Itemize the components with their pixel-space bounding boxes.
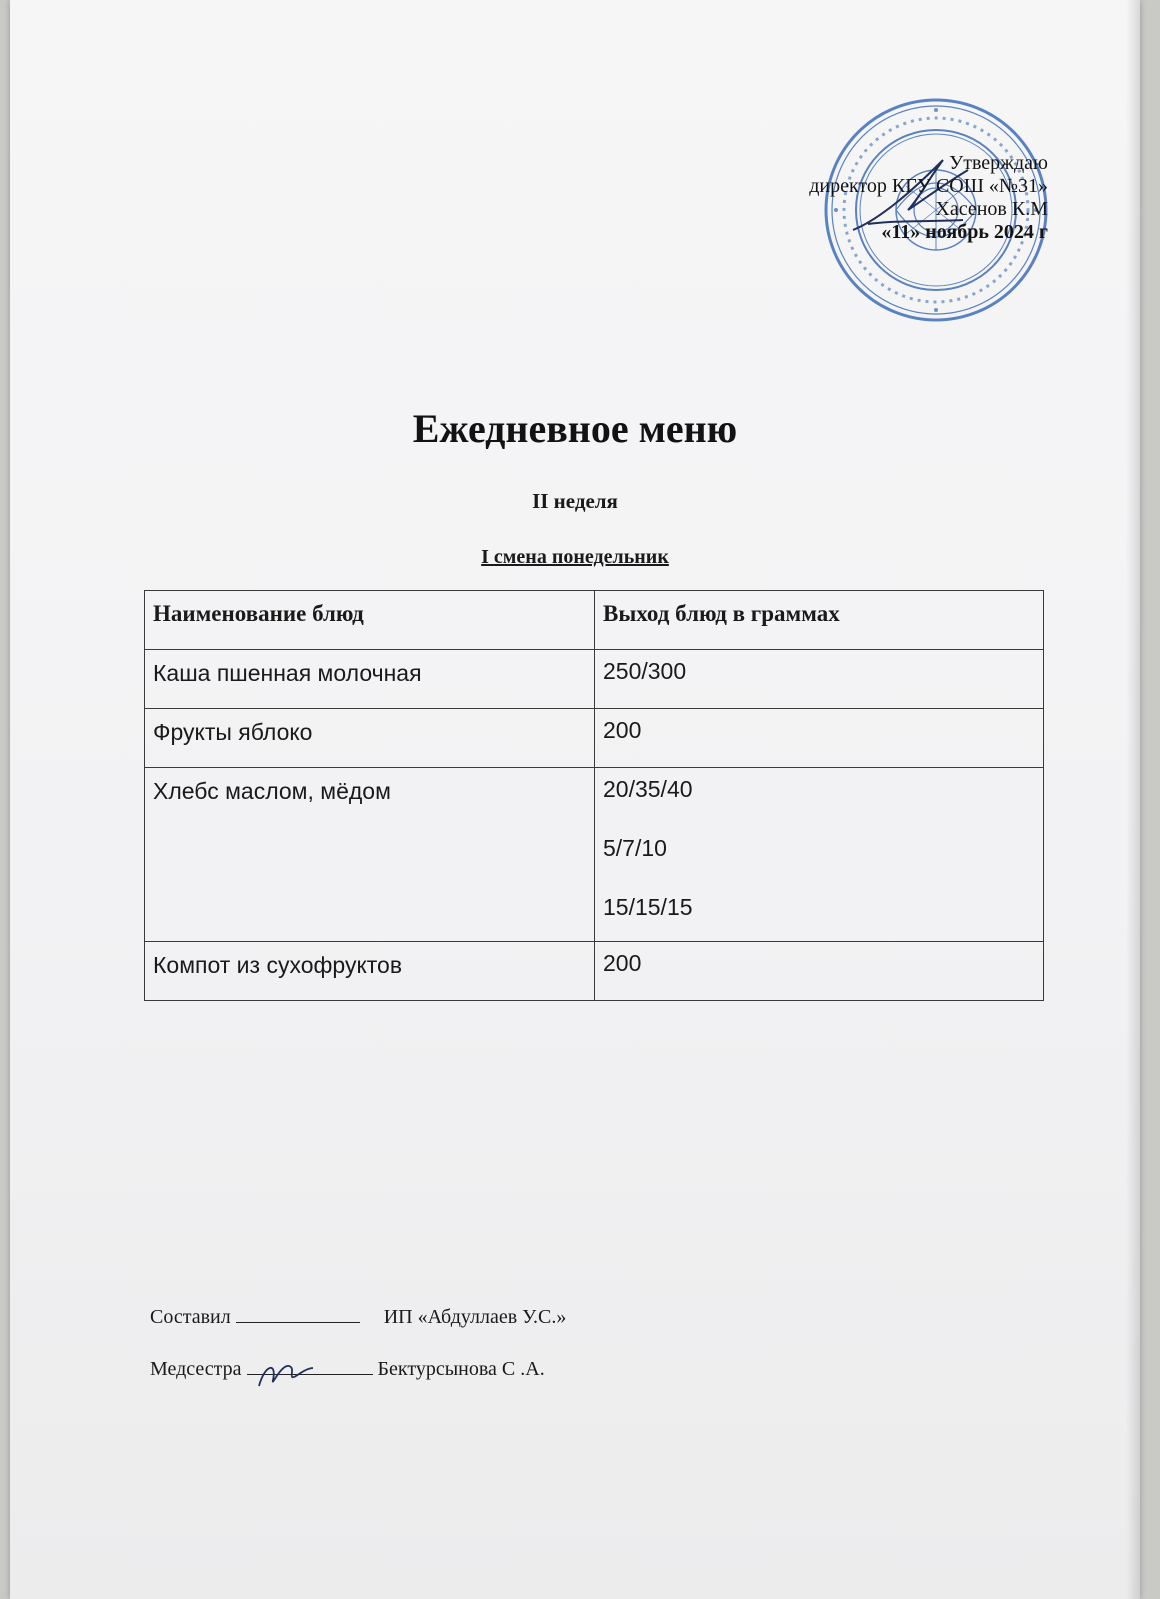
amount-value: 5/7/10 (603, 835, 667, 861)
page-edge-shadow (1126, 0, 1140, 1599)
shift-text: I смена понедельник (481, 546, 669, 568)
compiled-signature-blank (236, 1322, 360, 1323)
dish-amount (595, 709, 1044, 768)
amount-value: 20/35/40 (603, 776, 693, 802)
dish-amount (595, 650, 1044, 709)
menu-table (144, 590, 1044, 1001)
dish-amount (595, 768, 1044, 942)
amount-value: 15/15/15 (603, 894, 693, 920)
compiled-label: Составил (150, 1306, 231, 1328)
document-title: Ежедневное меню (412, 406, 738, 451)
nurse-signature-icon (255, 1360, 315, 1390)
table-row (145, 709, 1044, 768)
header-portion-weight: Выход блюд в граммах (595, 591, 1044, 650)
dish-name: Каша пшенная молочная (145, 650, 595, 709)
dish-name: Хлебс маслом, мёдом (145, 768, 595, 942)
table-row (145, 942, 1044, 1001)
nurse-name: Бектурсынова С .А. (377, 1358, 545, 1380)
approval-position: директор КГУ СОШ «№31» (809, 175, 1048, 197)
approval-date: «11» ноябрь 2024 г (881, 221, 1048, 243)
week-label: II неделя (532, 489, 618, 513)
shift-label (10, 546, 1140, 569)
amount-value: 200 (603, 950, 642, 976)
nurse-label: Медсестра (150, 1358, 242, 1380)
dish-name: Фрукты яблоко (145, 709, 595, 768)
nurse-signature-blank (247, 1374, 373, 1375)
table-row (145, 650, 1044, 709)
dish-name: Компот из сухофруктов (145, 942, 595, 1001)
compiled-by-name: ИП «Абдуллаев У.С.» (383, 1306, 567, 1328)
approval-name: Хасенов К.М (935, 198, 1048, 220)
header-dish-name: Наименование блюд (145, 591, 595, 650)
amount-value: 250/300 (603, 658, 687, 684)
dish-amount (595, 942, 1044, 1001)
amount-value: 200 (603, 717, 642, 743)
compiled-by-line (150, 1306, 566, 1329)
document-page (10, 0, 1140, 1599)
nurse-line (150, 1358, 545, 1381)
approval-block (809, 152, 1048, 244)
table-row (145, 768, 1044, 942)
table-header-row (145, 591, 1044, 650)
approval-label: Утверждаю (949, 152, 1048, 174)
